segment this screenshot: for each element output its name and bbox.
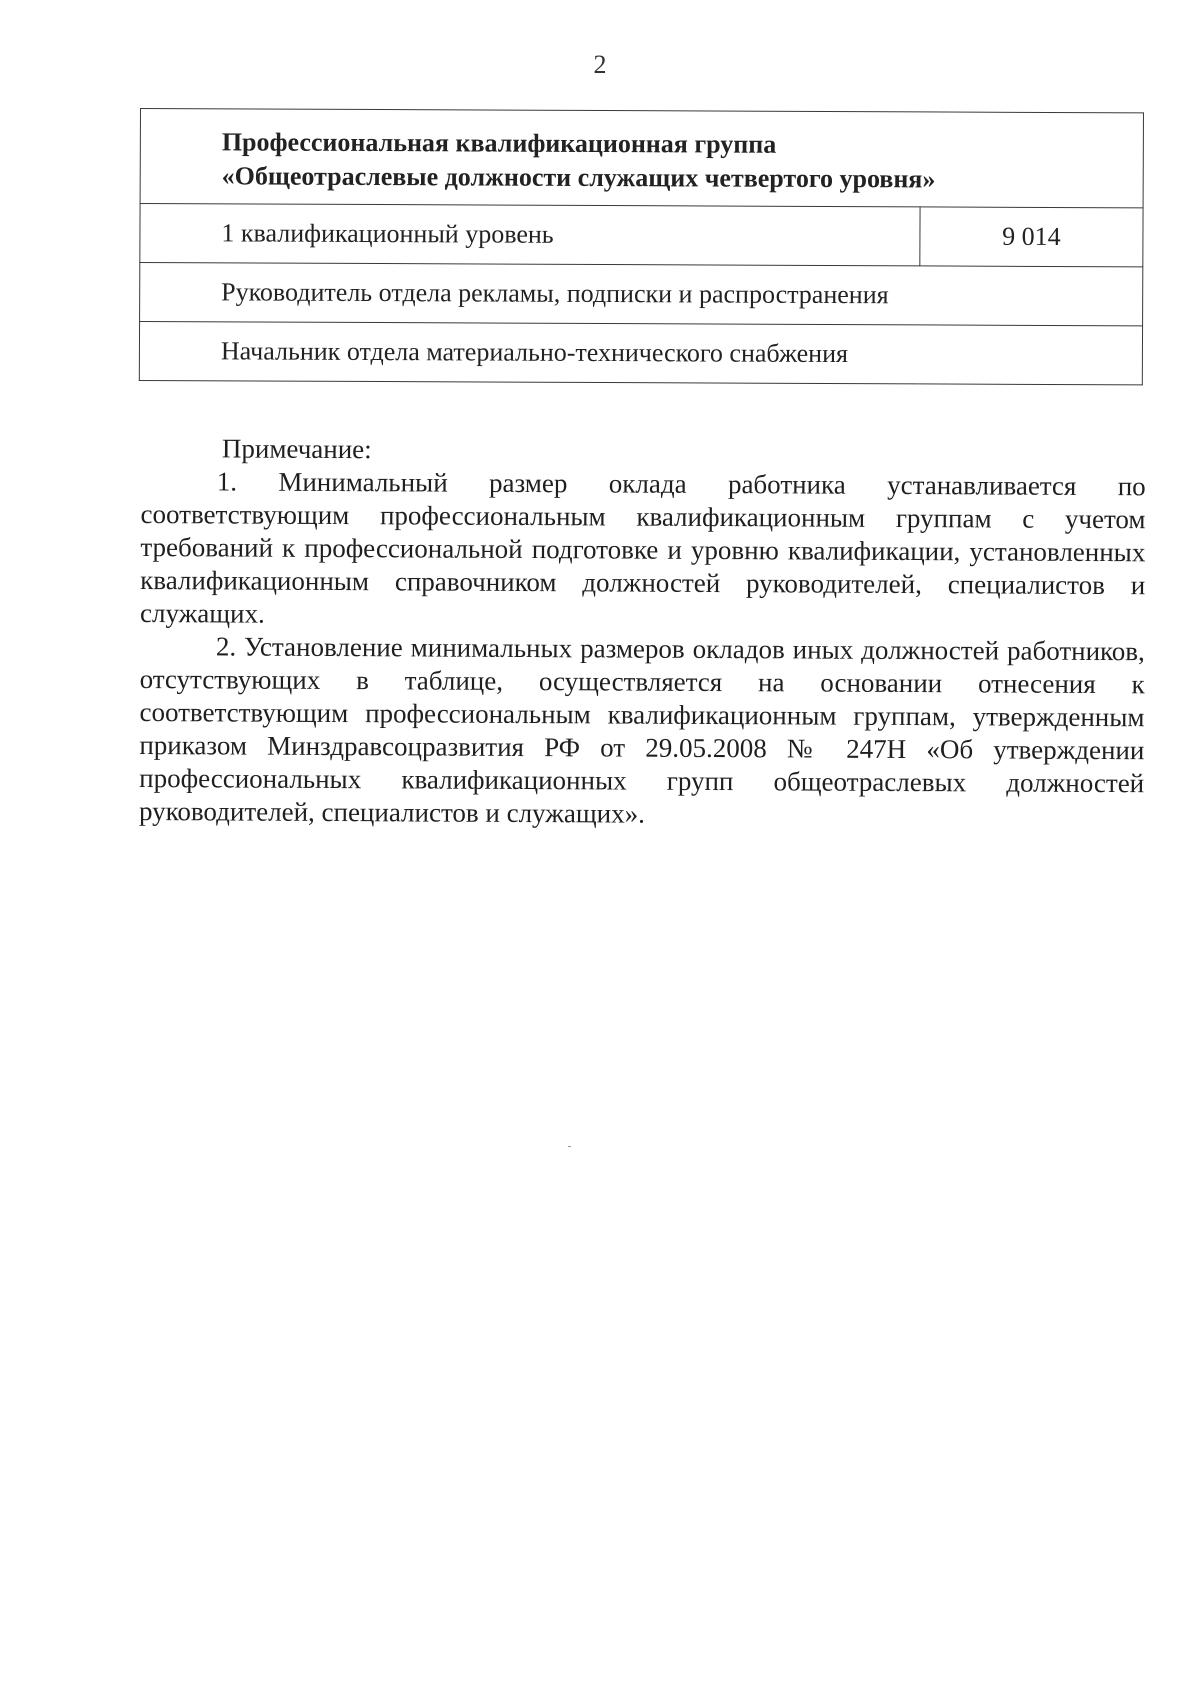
level-label-cell: 1 квалификационный уровень <box>140 204 920 266</box>
qualification-table <box>139 108 1144 385</box>
notes-section <box>139 432 1146 833</box>
table-row <box>140 204 1143 267</box>
table-header-row <box>140 109 1143 208</box>
note-item: 2. Установление минимальных размеров окладов иных должностей работников, отсутствующих в таблице, осуществляется на основании отнесения к соответствующим профессиональным квалификационным группам, утвержденным приказом Минздравсоцразвития РФ от 29.05.2008 № 247Н «Об утверждении профессиональных квалификационных групп общеотраслевых должностей руководителей, специалистов и служащих». <box>138 631 1145 829</box>
table-row <box>140 263 1143 326</box>
position-cell: Руководитель отдела рекламы, подписки и распространения <box>140 263 1143 326</box>
table-row <box>139 322 1142 385</box>
group-subtitle: «Общеотраслевые должности служащих четвертого уровня» <box>221 161 936 194</box>
notes-title: Примечание: <box>221 433 372 465</box>
group-header-cell <box>140 109 1143 208</box>
position-cell: Начальник отдела материально-технического снабжения <box>139 322 1142 385</box>
level-value-cell: 9 014 <box>920 207 1143 267</box>
note-item: 1. Минимальный размер оклада работника устанавливается по соответствующим профессиональным квалификационным группам с учетом требований к профессиональной подготовке и уровню квалификации, установленных квалификационным справочником должностей руководителей, специалистов и служащих. <box>139 466 1146 629</box>
page-number: 2 <box>593 50 607 79</box>
scan-speck <box>568 1146 571 1147</box>
group-title: Профессиональная квалификационная группа <box>221 127 777 159</box>
